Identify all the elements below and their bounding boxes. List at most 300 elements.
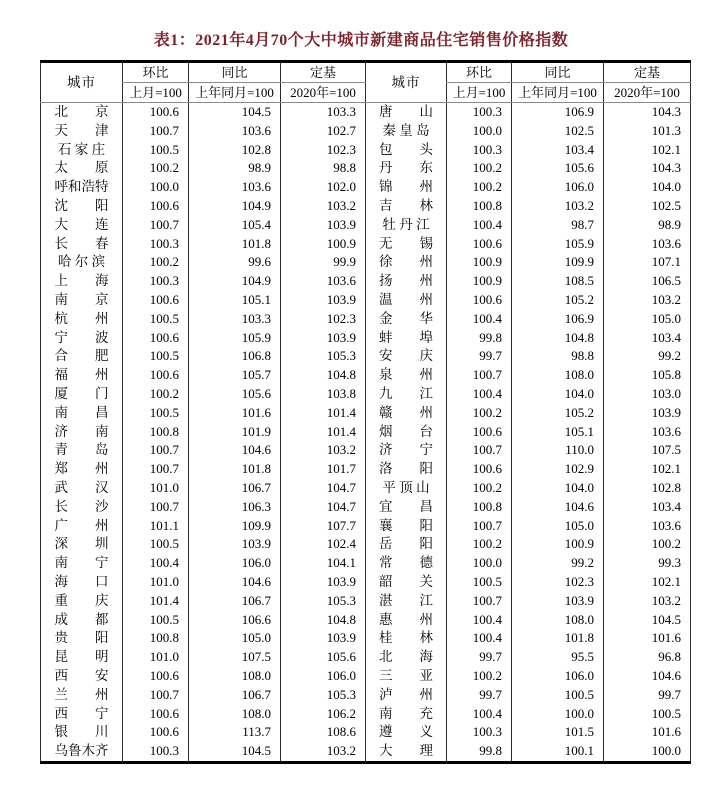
left-mom-value-cell: 101.0 <box>123 648 189 667</box>
left-fixed-value-cell: 104.8 <box>281 366 366 385</box>
right-yoy-value-cell: 108.0 <box>512 611 604 630</box>
left-yoy-value-cell: 106.7 <box>189 479 281 498</box>
left-yoy-value-cell: 106.7 <box>189 686 281 705</box>
right-fixed-value-cell: 99.2 <box>604 347 691 366</box>
left-fixed-value-cell: 103.9 <box>281 291 366 310</box>
left-city-cell: 厦 门 <box>41 385 123 404</box>
left-mom-value-cell: 100.8 <box>123 629 189 648</box>
table-row <box>41 742 691 762</box>
left-city-cell: 南 昌 <box>41 404 123 423</box>
right-city-cell: 平 顶 山 <box>366 479 447 498</box>
right-mom-value-cell: 100.0 <box>447 122 512 141</box>
right-city-cell: 泉 州 <box>366 366 447 385</box>
right-yoy-value-cell: 103.2 <box>512 197 604 216</box>
table-row <box>41 648 691 667</box>
right-mom-value-cell: 100.3 <box>447 141 512 160</box>
right-fixed-value-cell: 100.5 <box>604 705 691 724</box>
right-mom-value-cell: 100.4 <box>447 611 512 630</box>
right-yoy-value-cell: 98.7 <box>512 216 604 235</box>
left-mom-value-cell: 100.7 <box>123 686 189 705</box>
left-fixed-value-cell: 103.9 <box>281 629 366 648</box>
table-row <box>41 667 691 686</box>
right-fixed-value-cell: 103.6 <box>604 517 691 536</box>
right-fixed-value-cell: 102.8 <box>604 479 691 498</box>
left-mom-value-cell: 100.6 <box>123 197 189 216</box>
left-city-cell: 郑 州 <box>41 460 123 479</box>
right-fixed-value-cell: 102.5 <box>604 197 691 216</box>
right-yoy-value-cell: 106.0 <box>512 667 604 686</box>
right-mom-value-cell: 100.2 <box>447 404 512 423</box>
left-mom-value-cell: 100.7 <box>123 122 189 141</box>
left-fixed-value-cell: 103.9 <box>281 216 366 235</box>
left-fixed-value-cell: 100.9 <box>281 235 366 254</box>
left-mom-value-cell: 100.5 <box>123 141 189 160</box>
left-city-cell: 银 川 <box>41 723 123 742</box>
left-yoy-value-cell: 106.0 <box>189 554 281 573</box>
left-mom-value-cell: 100.8 <box>123 423 189 442</box>
left-yoy-value-cell: 105.1 <box>189 291 281 310</box>
table-row <box>41 686 691 705</box>
right-mom-value-cell: 100.4 <box>447 705 512 724</box>
left-fixed-value-cell: 106.0 <box>281 667 366 686</box>
table-row <box>41 517 691 536</box>
table-row <box>41 310 691 329</box>
table-body <box>41 103 691 763</box>
right-fixed-value-cell: 104.0 <box>604 178 691 197</box>
left-fixed-value-cell: 104.7 <box>281 479 366 498</box>
right-mom-value-cell: 100.7 <box>447 592 512 611</box>
right-city-cell: 锦 州 <box>366 178 447 197</box>
right-mom-value-cell: 99.7 <box>447 347 512 366</box>
yoy-base-header-left: 上年同月=100 <box>189 83 281 103</box>
right-mom-value-cell: 100.2 <box>447 159 512 178</box>
left-fixed-value-cell: 101.7 <box>281 460 366 479</box>
left-mom-value-cell: 100.5 <box>123 611 189 630</box>
right-mom-value-cell: 100.8 <box>447 498 512 517</box>
left-city-cell: 成 都 <box>41 611 123 630</box>
table-row <box>41 122 691 141</box>
left-mom-value-cell: 100.6 <box>123 329 189 348</box>
mom-base-header-right: 上月=100 <box>447 83 512 103</box>
left-yoy-value-cell: 104.5 <box>189 103 281 122</box>
left-fixed-value-cell: 107.7 <box>281 517 366 536</box>
right-mom-value-cell: 100.2 <box>447 667 512 686</box>
right-fixed-value-cell: 104.3 <box>604 103 691 122</box>
left-mom-value-cell: 100.3 <box>123 235 189 254</box>
right-city-cell: 唐 山 <box>366 103 447 122</box>
right-mom-value-cell: 100.8 <box>447 197 512 216</box>
left-yoy-value-cell: 104.9 <box>189 197 281 216</box>
right-yoy-value-cell: 105.9 <box>512 235 604 254</box>
left-fixed-value-cell: 103.8 <box>281 385 366 404</box>
right-mom-value-cell: 100.7 <box>447 441 512 460</box>
table-row <box>41 705 691 724</box>
left-mom-value-cell: 100.5 <box>123 347 189 366</box>
right-fixed-value-cell: 103.6 <box>604 423 691 442</box>
left-yoy-value-cell: 105.9 <box>189 329 281 348</box>
right-fixed-value-cell: 102.1 <box>604 573 691 592</box>
right-fixed-value-cell: 105.0 <box>604 310 691 329</box>
left-fixed-value-cell: 103.2 <box>281 742 366 762</box>
left-city-cell: 武 汉 <box>41 479 123 498</box>
left-city-cell: 南 京 <box>41 291 123 310</box>
left-mom-value-cell: 100.7 <box>123 441 189 460</box>
table-row <box>41 385 691 404</box>
right-fixed-value-cell: 103.2 <box>604 592 691 611</box>
right-yoy-value-cell: 103.4 <box>512 141 604 160</box>
left-mom-value-cell: 100.6 <box>123 366 189 385</box>
left-mom-value-cell: 101.1 <box>123 517 189 536</box>
table-row <box>41 592 691 611</box>
left-fixed-value-cell: 103.2 <box>281 441 366 460</box>
left-city-cell: 上 海 <box>41 272 123 291</box>
right-city-cell: 丹 东 <box>366 159 447 178</box>
left-fixed-value-cell: 102.7 <box>281 122 366 141</box>
table-row <box>41 498 691 517</box>
right-fixed-value-cell: 103.9 <box>604 404 691 423</box>
right-mom-value-cell: 100.9 <box>447 253 512 272</box>
city-header-right: 城市 <box>366 62 447 103</box>
right-yoy-value-cell: 95.5 <box>512 648 604 667</box>
right-mom-value-cell: 100.7 <box>447 366 512 385</box>
right-fixed-value-cell: 101.6 <box>604 629 691 648</box>
right-yoy-value-cell: 99.2 <box>512 554 604 573</box>
left-yoy-value-cell: 104.9 <box>189 272 281 291</box>
right-mom-value-cell: 99.7 <box>447 686 512 705</box>
table-row <box>41 329 691 348</box>
left-mom-value-cell: 100.5 <box>123 535 189 554</box>
right-city-cell: 无 锡 <box>366 235 447 254</box>
left-yoy-value-cell: 101.8 <box>189 235 281 254</box>
left-fixed-value-cell: 101.4 <box>281 404 366 423</box>
table-header <box>41 62 691 103</box>
left-mom-value-cell: 101.0 <box>123 479 189 498</box>
table-row <box>41 441 691 460</box>
right-fixed-value-cell: 102.1 <box>604 460 691 479</box>
right-city-cell: 北 海 <box>366 648 447 667</box>
left-yoy-value-cell: 104.6 <box>189 441 281 460</box>
left-city-cell: 哈 尔 滨 <box>41 253 123 272</box>
right-yoy-value-cell: 108.0 <box>512 366 604 385</box>
table-row <box>41 197 691 216</box>
right-fixed-value-cell: 103.0 <box>604 385 691 404</box>
left-yoy-value-cell: 101.8 <box>189 460 281 479</box>
right-fixed-value-cell: 103.4 <box>604 329 691 348</box>
left-yoy-value-cell: 106.8 <box>189 347 281 366</box>
right-mom-value-cell: 100.5 <box>447 573 512 592</box>
right-city-cell: 徐 州 <box>366 253 447 272</box>
right-yoy-value-cell: 103.9 <box>512 592 604 611</box>
left-mom-value-cell: 100.6 <box>123 667 189 686</box>
right-fixed-value-cell: 102.1 <box>604 141 691 160</box>
table-row <box>41 178 691 197</box>
left-city-cell: 海 口 <box>41 573 123 592</box>
right-yoy-value-cell: 106.0 <box>512 178 604 197</box>
left-mom-value-cell: 100.7 <box>123 216 189 235</box>
right-city-cell: 南 充 <box>366 705 447 724</box>
right-fixed-value-cell: 101.6 <box>604 723 691 742</box>
left-yoy-value-cell: 105.6 <box>189 385 281 404</box>
right-fixed-value-cell: 98.9 <box>604 216 691 235</box>
right-yoy-value-cell: 101.5 <box>512 723 604 742</box>
right-fixed-value-cell: 104.5 <box>604 611 691 630</box>
right-fixed-value-cell: 105.8 <box>604 366 691 385</box>
right-mom-value-cell: 100.4 <box>447 629 512 648</box>
table-row <box>41 103 691 122</box>
right-yoy-value-cell: 100.1 <box>512 742 604 762</box>
right-mom-value-cell: 100.6 <box>447 291 512 310</box>
right-fixed-value-cell: 99.7 <box>604 686 691 705</box>
right-fixed-value-cell: 103.4 <box>604 498 691 517</box>
right-city-cell: 烟 台 <box>366 423 447 442</box>
right-mom-value-cell: 100.6 <box>447 460 512 479</box>
fixed-header-right: 定基 <box>604 62 691 83</box>
right-mom-value-cell: 100.6 <box>447 423 512 442</box>
left-city-cell: 石 家 庄 <box>41 141 123 160</box>
table-row <box>41 235 691 254</box>
right-yoy-value-cell: 104.0 <box>512 385 604 404</box>
right-city-cell: 扬 州 <box>366 272 447 291</box>
left-city-cell: 南 宁 <box>41 554 123 573</box>
left-city-cell: 呼和浩特 <box>41 178 123 197</box>
right-city-cell: 宜 昌 <box>366 498 447 517</box>
left-mom-value-cell: 101.0 <box>123 573 189 592</box>
left-fixed-value-cell: 106.2 <box>281 705 366 724</box>
left-city-cell: 北 京 <box>41 103 123 122</box>
left-fixed-value-cell: 104.7 <box>281 498 366 517</box>
right-city-cell: 秦 皇 岛 <box>366 122 447 141</box>
table-row <box>41 423 691 442</box>
right-yoy-value-cell: 100.9 <box>512 535 604 554</box>
right-fixed-value-cell: 104.6 <box>604 667 691 686</box>
left-mom-value-cell: 100.6 <box>123 705 189 724</box>
left-fixed-value-cell: 105.3 <box>281 592 366 611</box>
left-fixed-value-cell: 102.3 <box>281 141 366 160</box>
right-mom-value-cell: 100.6 <box>447 235 512 254</box>
right-mom-value-cell: 100.4 <box>447 216 512 235</box>
right-city-cell: 惠 州 <box>366 611 447 630</box>
left-yoy-value-cell: 113.7 <box>189 723 281 742</box>
right-mom-value-cell: 100.2 <box>447 479 512 498</box>
left-fixed-value-cell: 102.0 <box>281 178 366 197</box>
left-mom-value-cell: 100.7 <box>123 498 189 517</box>
right-yoy-value-cell: 100.5 <box>512 686 604 705</box>
left-yoy-value-cell: 106.6 <box>189 611 281 630</box>
left-fixed-value-cell: 103.2 <box>281 197 366 216</box>
left-city-cell: 福 州 <box>41 366 123 385</box>
table-row <box>41 535 691 554</box>
right-mom-value-cell: 100.4 <box>447 310 512 329</box>
left-city-cell: 大 连 <box>41 216 123 235</box>
left-city-cell: 西 安 <box>41 667 123 686</box>
right-city-cell: 济 宁 <box>366 441 447 460</box>
fixed-base-header-left: 2020年=100 <box>281 83 366 103</box>
right-mom-value-cell: 100.0 <box>447 554 512 573</box>
yoy-header-left: 同比 <box>189 62 281 83</box>
right-city-cell: 岳 阳 <box>366 535 447 554</box>
table-row <box>41 272 691 291</box>
right-city-cell: 金 华 <box>366 310 447 329</box>
left-fixed-value-cell: 103.3 <box>281 103 366 122</box>
right-city-cell: 常 德 <box>366 554 447 573</box>
left-city-cell: 长 春 <box>41 235 123 254</box>
left-yoy-value-cell: 108.0 <box>189 705 281 724</box>
mom-base-header-left: 上月=100 <box>123 83 189 103</box>
left-city-cell: 杭 州 <box>41 310 123 329</box>
left-fixed-value-cell: 103.9 <box>281 573 366 592</box>
right-city-cell: 泸 州 <box>366 686 447 705</box>
right-mom-value-cell: 99.8 <box>447 329 512 348</box>
right-yoy-value-cell: 102.3 <box>512 573 604 592</box>
right-city-cell: 牡 丹 江 <box>366 216 447 235</box>
left-city-cell: 兰 州 <box>41 686 123 705</box>
right-city-cell: 吉 林 <box>366 197 447 216</box>
left-fixed-value-cell: 102.3 <box>281 310 366 329</box>
mom-header-left: 环比 <box>123 62 189 83</box>
fixed-header-left: 定基 <box>281 62 366 83</box>
table-row <box>41 366 691 385</box>
left-fixed-value-cell: 104.8 <box>281 611 366 630</box>
left-yoy-value-cell: 107.5 <box>189 648 281 667</box>
right-mom-value-cell: 100.9 <box>447 272 512 291</box>
left-yoy-value-cell: 103.3 <box>189 310 281 329</box>
right-yoy-value-cell: 104.0 <box>512 479 604 498</box>
right-fixed-value-cell: 100.2 <box>604 535 691 554</box>
left-fixed-value-cell: 101.4 <box>281 423 366 442</box>
table-row <box>41 554 691 573</box>
right-city-cell: 赣 州 <box>366 404 447 423</box>
right-fixed-value-cell: 103.2 <box>604 291 691 310</box>
right-city-cell: 遵 义 <box>366 723 447 742</box>
table-row <box>41 629 691 648</box>
table-row <box>41 611 691 630</box>
left-city-cell: 重 庆 <box>41 592 123 611</box>
left-city-cell: 乌鲁木齐 <box>41 742 123 762</box>
left-city-cell: 长 沙 <box>41 498 123 517</box>
left-fixed-value-cell: 105.3 <box>281 686 366 705</box>
right-yoy-value-cell: 102.5 <box>512 122 604 141</box>
left-yoy-value-cell: 104.5 <box>189 742 281 762</box>
table-row <box>41 460 691 479</box>
right-city-cell: 蚌 埠 <box>366 329 447 348</box>
table-row <box>41 141 691 160</box>
left-mom-value-cell: 100.2 <box>123 385 189 404</box>
left-fixed-value-cell: 99.9 <box>281 253 366 272</box>
page-title: 表1：2021年4月70个大中城市新建商品住宅销售价格指数 <box>153 32 569 49</box>
left-city-cell: 广 州 <box>41 517 123 536</box>
left-mom-value-cell: 100.4 <box>123 554 189 573</box>
left-mom-value-cell: 100.0 <box>123 178 189 197</box>
table-row <box>41 159 691 178</box>
left-fixed-value-cell: 103.9 <box>281 329 366 348</box>
left-fixed-value-cell: 103.6 <box>281 272 366 291</box>
right-yoy-value-cell: 105.1 <box>512 423 604 442</box>
right-mom-value-cell: 100.2 <box>447 178 512 197</box>
right-yoy-value-cell: 101.8 <box>512 629 604 648</box>
left-fixed-value-cell: 98.8 <box>281 159 366 178</box>
left-yoy-value-cell: 106.7 <box>189 592 281 611</box>
right-fixed-value-cell: 107.5 <box>604 441 691 460</box>
left-fixed-value-cell: 108.6 <box>281 723 366 742</box>
left-city-cell: 天 津 <box>41 122 123 141</box>
left-yoy-value-cell: 108.0 <box>189 667 281 686</box>
right-fixed-value-cell: 103.6 <box>604 235 691 254</box>
fixed-base-header-right: 2020年=100 <box>604 83 691 103</box>
right-city-cell: 安 庆 <box>366 347 447 366</box>
left-city-cell: 太 原 <box>41 159 123 178</box>
left-city-cell: 合 肥 <box>41 347 123 366</box>
table-row <box>41 216 691 235</box>
left-yoy-value-cell: 109.9 <box>189 517 281 536</box>
left-mom-value-cell: 100.6 <box>123 291 189 310</box>
left-yoy-value-cell: 105.7 <box>189 366 281 385</box>
right-city-cell: 洛 阳 <box>366 460 447 479</box>
yoy-base-header-right: 上年同月=100 <box>512 83 604 103</box>
right-yoy-value-cell: 105.2 <box>512 404 604 423</box>
left-city-cell: 济 南 <box>41 423 123 442</box>
table-row <box>41 404 691 423</box>
table-row <box>41 573 691 592</box>
right-city-cell: 湛 江 <box>366 592 447 611</box>
right-mom-value-cell: 100.3 <box>447 723 512 742</box>
right-yoy-value-cell: 105.6 <box>512 159 604 178</box>
right-city-cell: 温 州 <box>366 291 447 310</box>
left-yoy-value-cell: 106.3 <box>189 498 281 517</box>
table-row <box>41 291 691 310</box>
left-mom-value-cell: 101.4 <box>123 592 189 611</box>
left-city-cell: 西 宁 <box>41 705 123 724</box>
left-yoy-value-cell: 103.6 <box>189 178 281 197</box>
right-city-cell: 九 江 <box>366 385 447 404</box>
right-yoy-value-cell: 100.0 <box>512 705 604 724</box>
right-mom-value-cell: 100.7 <box>447 517 512 536</box>
right-yoy-value-cell: 104.6 <box>512 498 604 517</box>
left-mom-value-cell: 100.5 <box>123 310 189 329</box>
table-row <box>41 479 691 498</box>
right-yoy-value-cell: 105.2 <box>512 291 604 310</box>
city-header-left: 城市 <box>41 62 123 103</box>
right-mom-value-cell: 100.4 <box>447 385 512 404</box>
left-yoy-value-cell: 104.6 <box>189 573 281 592</box>
right-fixed-value-cell: 99.3 <box>604 554 691 573</box>
left-mom-value-cell: 100.5 <box>123 404 189 423</box>
right-fixed-value-cell: 101.3 <box>604 122 691 141</box>
right-city-cell: 韶 关 <box>366 573 447 592</box>
right-city-cell: 桂 林 <box>366 629 447 648</box>
left-yoy-value-cell: 105.4 <box>189 216 281 235</box>
price-index-table <box>40 60 691 764</box>
right-mom-value-cell: 100.3 <box>447 103 512 122</box>
left-city-cell: 贵 阳 <box>41 629 123 648</box>
left-yoy-value-cell: 98.9 <box>189 159 281 178</box>
right-city-cell: 三 亚 <box>366 667 447 686</box>
left-fixed-value-cell: 102.4 <box>281 535 366 554</box>
left-mom-value-cell: 100.7 <box>123 460 189 479</box>
left-mom-value-cell: 100.3 <box>123 742 189 762</box>
right-yoy-value-cell: 105.0 <box>512 517 604 536</box>
left-yoy-value-cell: 105.0 <box>189 629 281 648</box>
left-yoy-value-cell: 102.8 <box>189 141 281 160</box>
right-yoy-value-cell: 102.9 <box>512 460 604 479</box>
right-fixed-value-cell: 96.8 <box>604 648 691 667</box>
right-mom-value-cell: 99.8 <box>447 742 512 762</box>
yoy-header-right: 同比 <box>512 62 604 83</box>
left-yoy-value-cell: 99.6 <box>189 253 281 272</box>
table-row <box>41 723 691 742</box>
left-mom-value-cell: 100.6 <box>123 723 189 742</box>
left-mom-value-cell: 100.6 <box>123 103 189 122</box>
left-mom-value-cell: 100.3 <box>123 272 189 291</box>
